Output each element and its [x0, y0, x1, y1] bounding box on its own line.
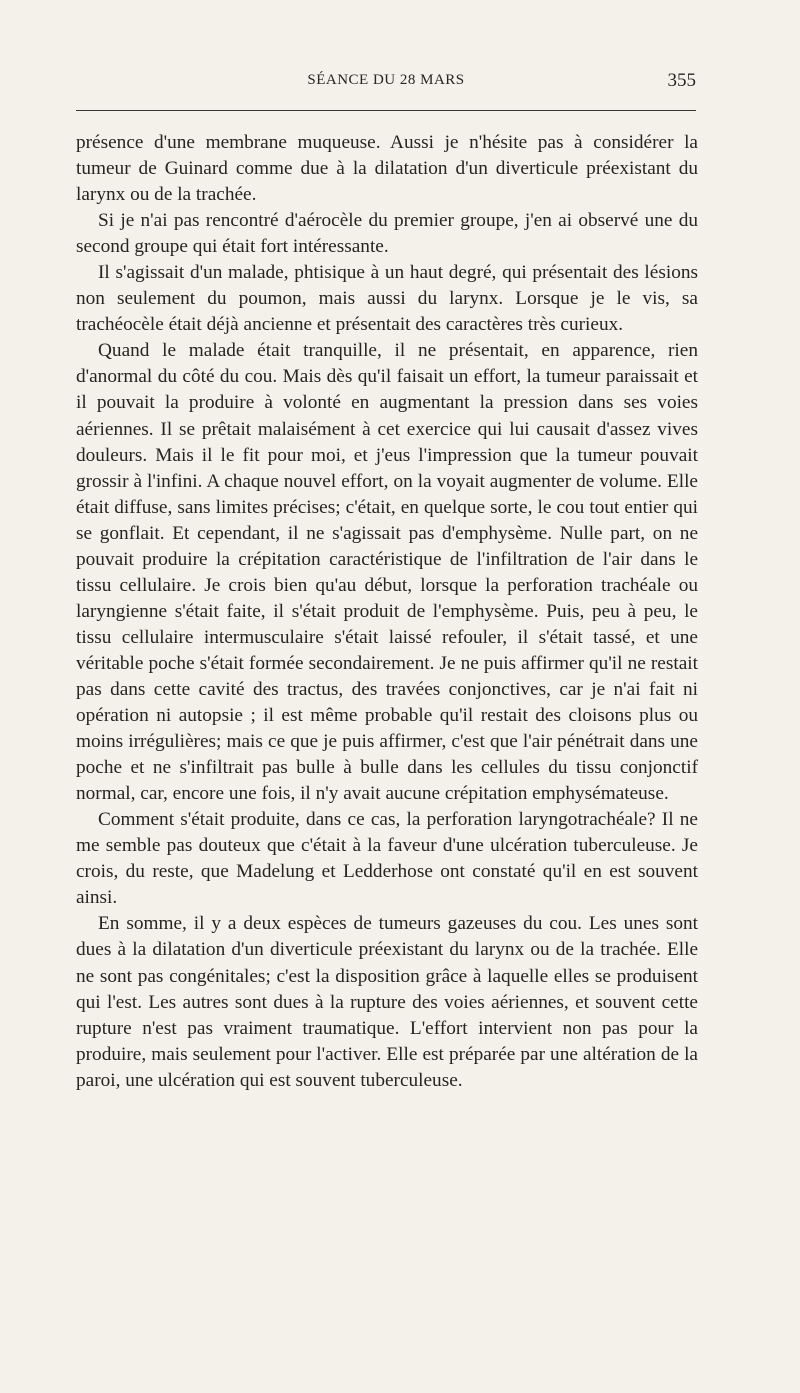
paragraph: présence d'une membrane muqueuse. Aussi je n'hésite pas à considérer la tumeur de Guinard comme due à la dilatation d'un diverticule préexistant du larynx ou de la trachée.: [76, 132, 698, 206]
paragraph: Quand le malade était tranquille, il ne présentait, en apparence, rien d'anormal du côté du cou. Mais dès qu'il faisait un effort, la tumeur paraissait et il pouvait la produire à volonté en augmentant la pression dans ses voies aériennes. Il se prêtait malaisément à cet exercice qui lui causait d'assez vives douleurs. Mais il le fit pour moi, et j'eus l'impression que la tumeur pouvait grossir à l'infini. A chaque nouvel effort, on la voyait augmenter de volume. Elle était diffuse, sans limites précises; c'était, en quelque sorte, le cou tout entier qui se gonflait. Et cependant, il ne s'agissait pas d'emphysème. Nulle part, on ne pouvait produire la crépitation caractéristique de l'infiltration de l'air dans le tissu cellulaire. Je crois bien qu'au début, lorsque la perforation trachéale ou laryngienne s'était faite, il s'était produit de l'emphysème. Puis, peu à peu, le tissu cellulaire intermusculaire s'était laissé refouler, il s'était tassé, et une véritable poche s'était formée secondairement. Je ne puis affirmer qu'il ne restait pas dans cette cavité des tractus, des travées conjonctives, car je n'ai fait ni opération ni autopsie ; il est même probable qu'il restait des cloisons plus ou moins irrégulières; mais ce que je puis affirmer, c'est que l'air pénétrait dans une poche et ne s'infiltrait pas bulle à bulle dans les cellules du tissu conjonctif normal, car, encore une fois, il n'y avait aucune crépitation emphysémateuse.: [76, 340, 698, 805]
body-text: [76, 130, 698, 1094]
header-rule: [76, 110, 696, 111]
paragraph: En somme, il y a deux espèces de tumeurs gazeuses du cou. Les unes sont dues à la dilatation d'un diverticule préexistant du larynx ou de la trachée. Elle ne sont pas congénitales; c'est la disposition grâce à laquelle elles se produisent qui l'est. Les autres sont dues à la rupture des voies aériennes, et souvent cette rupture n'est pas vraiment traumatique. L'effort intervient non pas pour la produire, mais seulement pour l'activer. Elle est préparée par une altération de la paroi, une ulcération qui est souvent tuberculeuse.: [76, 913, 698, 1091]
paragraph: Il s'agissait d'un malade, phtisique à un haut degré, qui présentait des lésions non seulement du poumon, mais aussi du larynx. Lorsque je le vis, sa trachéocèle était déjà ancienne et présentait des caractères très curieux.: [76, 262, 698, 336]
paragraph: Si je n'ai pas rencontré d'aérocèle du premier groupe, j'en ai observé une du second groupe qui était fort intéressante.: [76, 210, 698, 258]
page-number: 355: [667, 70, 696, 91]
paragraph: Comment s'était produite, dans ce cas, la perforation laryngotrachéale? Il ne me semble pas douteux que c'était à la faveur d'une ulcération tuberculeuse. Je crois, du reste, que Madelung et Ledderhose ont constaté qu'il en est souvent ainsi.: [76, 809, 698, 909]
running-title: SÉANCE DU 28 MARS: [307, 72, 465, 88]
page-header: [76, 68, 696, 98]
